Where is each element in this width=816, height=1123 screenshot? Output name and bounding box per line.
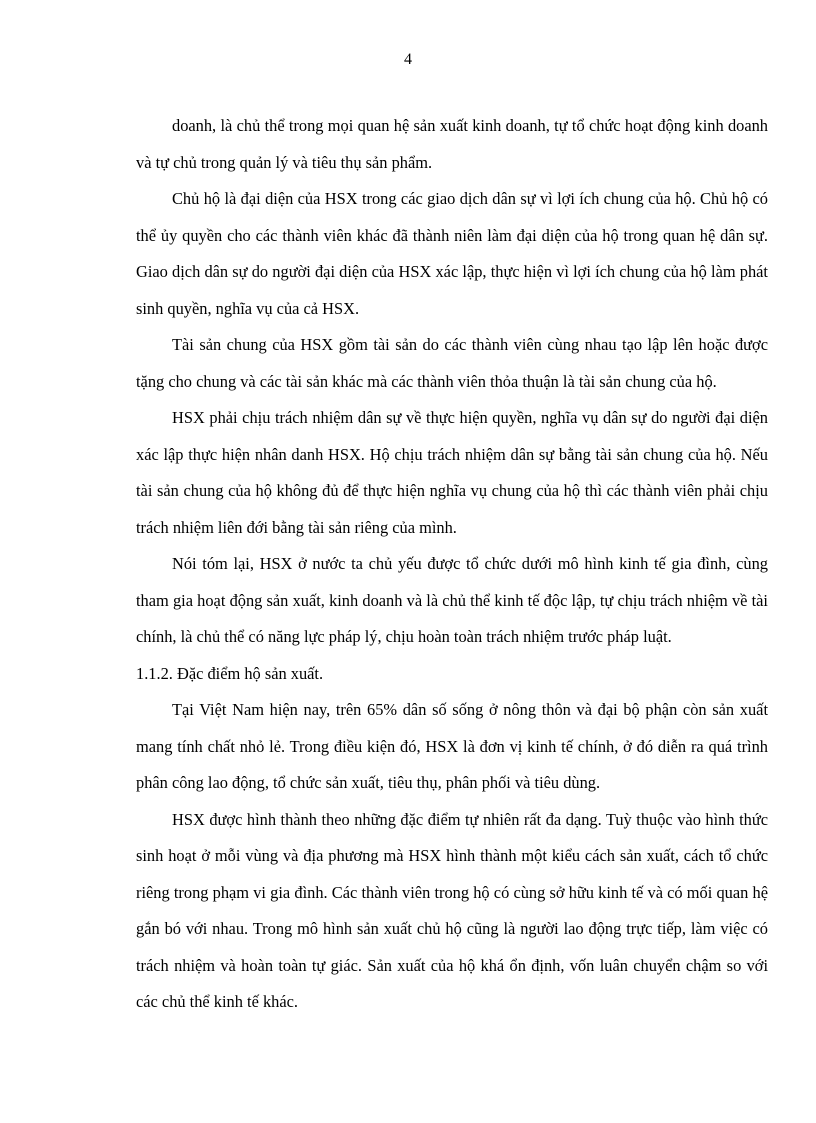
paragraph-household-head: Chủ hộ là đại diện của HSX trong các giao dịch dân sự vì lợi ích chung của hộ. Chủ hộ có thể ủy quyền cho các thành viên khác đã thành niên làm đại diện của hộ trong quan hệ dân sự. Giao dịch dân sự do người đại diện của HSX xác lập, thực hiện vì lợi ích chung của hộ làm phát sinh quyền, nghĩa vụ của cả HSX. xyxy=(136,189,768,318)
document-body xyxy=(136,108,768,1021)
paragraph-summary: Nói tóm lại, HSX ở nước ta chủ yếu được tổ chức dưới mô hình kinh tế gia đình, cùng tham gia hoạt động sản xuất, kinh doanh và là chủ thể kinh tế độc lập, tự chịu trách nhiệm về tài chính, là chủ thể có năng lực pháp lý, chịu hoàn toàn trách nhiệm trước pháp luật. xyxy=(136,554,768,646)
paragraph-continuation: doanh, là chủ thể trong mọi quan hệ sản xuất kinh doanh, tự tổ chức hoạt động kinh doanh và tự chủ trong quản lý và tiêu thụ sản phẩm. xyxy=(136,116,768,172)
page-number: 4 xyxy=(404,51,412,68)
paragraph-common-property: Tài sản chung của HSX gồm tài sản do các thành viên cùng nhau tạo lập lên hoặc được tặng cho chung và các tài sản khác mà các thành viên thỏa thuận là tài sản chung của hộ. xyxy=(136,335,768,391)
paragraph-vietnam-context: Tại Việt Nam hiện nay, trên 65% dân số sống ở nông thôn và đại bộ phận còn sản xuất mang tính chất nhỏ lẻ. Trong điều kiện đó, HSX là đơn vị kinh tế chính, ở đó diễn ra quá trình phân công lao động, tổ chức sản xuất, tiêu thụ, phân phối và tiêu dùng. xyxy=(136,700,768,792)
paragraph-civil-liability: HSX phải chịu trách nhiệm dân sự về thực hiện quyền, nghĩa vụ dân sự do người đại diện xác lập thực hiện nhân danh HSX. Hộ chịu trách nhiệm dân sự bằng tài sản chung của hộ. Nếu tài sản chung của hộ không đủ để thực hiện nghĩa vụ chung của hộ thì các thành viên phải chịu trách nhiệm liên đới bằng tài sản riêng của mình. xyxy=(136,408,768,537)
section-heading: 1.1.2. Đặc điểm hộ sản xuất. xyxy=(136,663,324,683)
paragraph-characteristics: HSX được hình thành theo những đặc điểm tự nhiên rất đa dạng. Tuỳ thuộc vào hình thức sinh hoạt ở mỗi vùng và địa phương mà HSX hình thành một kiểu cách sản xuất, cách tổ chức riêng trong phạm vi gia đình. Các thành viên trong hộ có cùng sở hữu kinh tế và có mối quan hệ gắn bó với nhau. Trong mô hình sản xuất chủ hộ cũng là người lao động trực tiếp, làm việc có trách nhiệm và hoàn toàn tự giác. Sản xuất của hộ khá ổn định, vốn luân chuyển chậm so với các chủ thể kinh tế khác. xyxy=(136,809,768,1011)
